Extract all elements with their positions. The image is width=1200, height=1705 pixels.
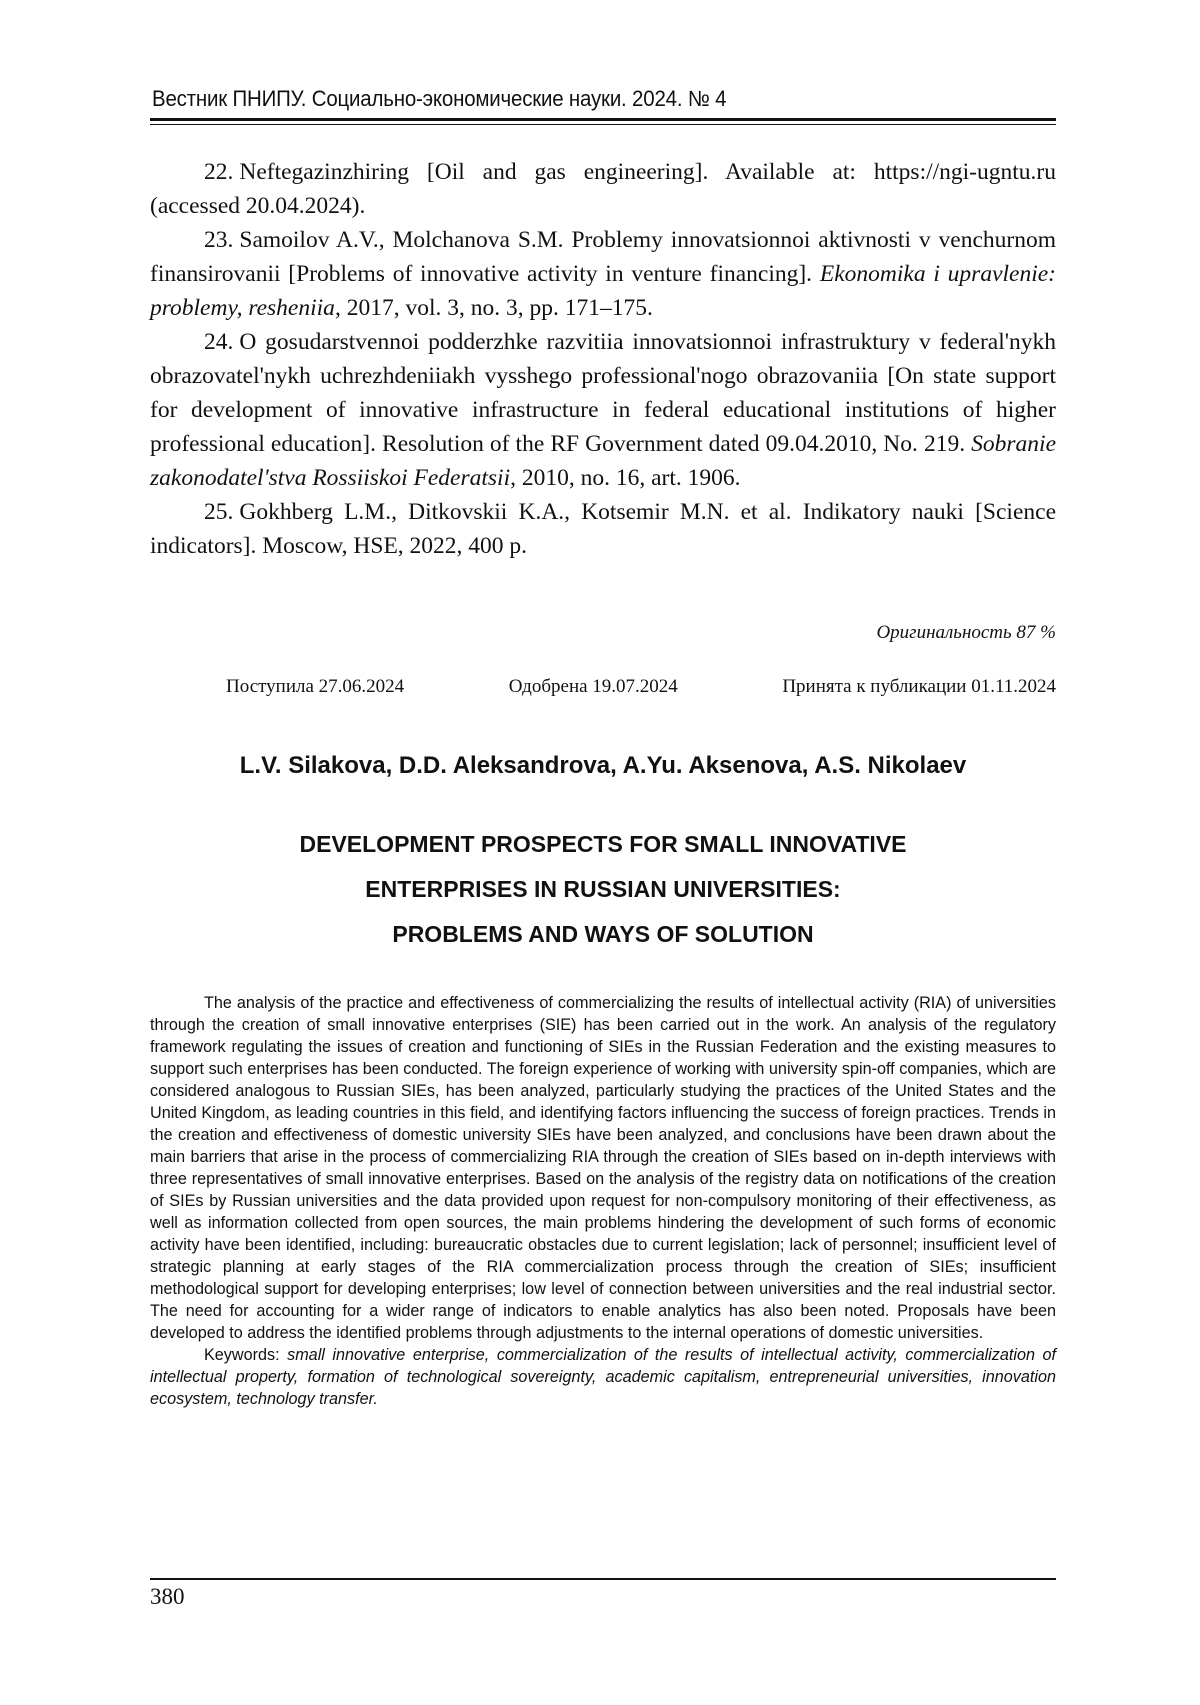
- article-title-line: PROBLEMS AND WAYS OF SOLUTION: [150, 912, 1056, 957]
- header-rule: [150, 118, 1056, 121]
- article-authors: L.V. Silakova, D.D. Aleksandrova, A.Yu. Aksenova, A.S. Nikolaev: [150, 752, 1056, 780]
- running-header: Вестник ПНИПУ. Социально-экономические науки. 2024. № 4: [152, 86, 989, 112]
- reference-number: 24.: [204, 329, 233, 355]
- reference-list: [150, 155, 1056, 563]
- approved-date: Одобрена 19.07.2024: [509, 676, 678, 698]
- reference-tail: , 2017, vol. 3, no. 3, pp. 171–175.: [335, 295, 653, 321]
- keywords-label: Keywords:: [204, 1346, 280, 1364]
- article-title-line: ENTERPRISES IN RUSSIAN UNIVERSITIES:: [150, 867, 1056, 912]
- footer-rule: [150, 1578, 1056, 1580]
- reference-item: [150, 155, 1056, 223]
- reference-journal: Ekonomika i upravlenie: problemy, resheniia: [150, 261, 1056, 321]
- reference-text: Samoilov A.V., Molchanova S.M. Problemy innovatsionnoi aktivnosti v venchurnom finansirovanii [Problems of innovative activity in venture financing].: [150, 227, 1056, 287]
- received-date: Поступила 27.06.2024: [226, 676, 404, 698]
- reference-number: 25.: [204, 499, 233, 525]
- journal-page: [0, 0, 1200, 1705]
- reference-journal: Sobranie zakonodatel'stva Rossiiskoi Federatsii: [150, 431, 1056, 491]
- reference-number: 22.: [204, 159, 233, 185]
- reference-item: [150, 223, 1056, 325]
- submission-dates: [226, 676, 1056, 698]
- reference-text: O gosudarstvennoi podderzhke razvitiia innovatsionnoi infrastruktury v federal'nykh obrazovatel'nykh uchrezhdeniiakh vysshego professional'nogo obrazovaniia [On state support for development of innovative infrastructure in federal educational institutions of higher professional education]. Resolution of the RF Government dated 09.04.2010, No. 219.: [150, 329, 1056, 457]
- accepted-date: Принята к публикации 01.11.2024: [782, 676, 1056, 698]
- abstract-text: The analysis of the practice and effectiveness of commercializing the results of intellectual activity (RIA) of universities through the creation of small innovative enterprises (SIE) has been carried out in the work. An analysis of the regulatory framework regulating the issues of creation and functioning of SIEs in the Russian Federation and the existing measures to support such enterprises has been conducted. The foreign experience of working with university spin-off companies, which are considered analogous to Russian SIEs, has been analyzed, particularly studying the practices of the United States and the United Kingdom, as leading countries in this field, and identifying factors influencing the success of foreign practices. Trends in the creation and effectiveness of domestic university SIEs have been analyzed, and conclusions have been drawn about the main barriers that arise in the process of commercializing RIA through the creation of SIEs based on in-depth interviews with three representatives of small innovative enterprises. Based on the analysis of the registry data on notifications of the creation of SIEs by Russian universities and the data provided upon request for non-compulsory monitoring of their effectiveness, as well as information collected from open sources, the main problems hindering the development of such forms of economic activity have been identified, including: bureaucratic obstacles due to current legislation; lack of personnel; insufficient level of strategic planning at early stages of the RIA commercialization process through the creation of SIEs; insufficient methodological support for developing enterprises; low level of connection between universities and the real industrial sector. The need for accounting for a wider range of indicators to enable analytics has also been noted. Proposals have been developed to address the identified problems through adjustments to the internal operations of domestic universities.: [150, 992, 1056, 1344]
- reference-number: 23.: [204, 227, 233, 253]
- article-title: [150, 822, 1056, 957]
- article-title-line: DEVELOPMENT PROSPECTS FOR SMALL INNOVATIVE: [150, 822, 1056, 867]
- keywords-text: small innovative enterprise, commercialization of the results of intellectual activity, commercialization of intellectual property, formation of technological sovereignty, academic capitalism, entrepreneurial universities, innovation ecosystem, technology transfer.: [150, 1346, 1056, 1408]
- abstract-block: [150, 992, 1056, 1410]
- reference-item: [150, 495, 1056, 563]
- header-rule-thin: [150, 124, 1056, 125]
- originality-score: Оригинальность 87 %: [876, 622, 1056, 644]
- reference-text: Gokhberg L.M., Ditkovskii K.A., Kotsemir M.N. et al. Indikatory nauki [Science indicators]. Moscow, HSE, 2022, 400 p.: [150, 499, 1056, 559]
- page-number: 380: [150, 1584, 185, 1610]
- reference-text: Neftegazinzhiring [Oil and gas engineering]. Available at: https://ngi-ugntu.ru (accessed 20.04.2024).: [150, 159, 1056, 219]
- reference-tail: , 2010, no. 16, art. 1906.: [510, 465, 740, 491]
- keywords-paragraph: [150, 1344, 1056, 1410]
- reference-item: [150, 325, 1056, 495]
